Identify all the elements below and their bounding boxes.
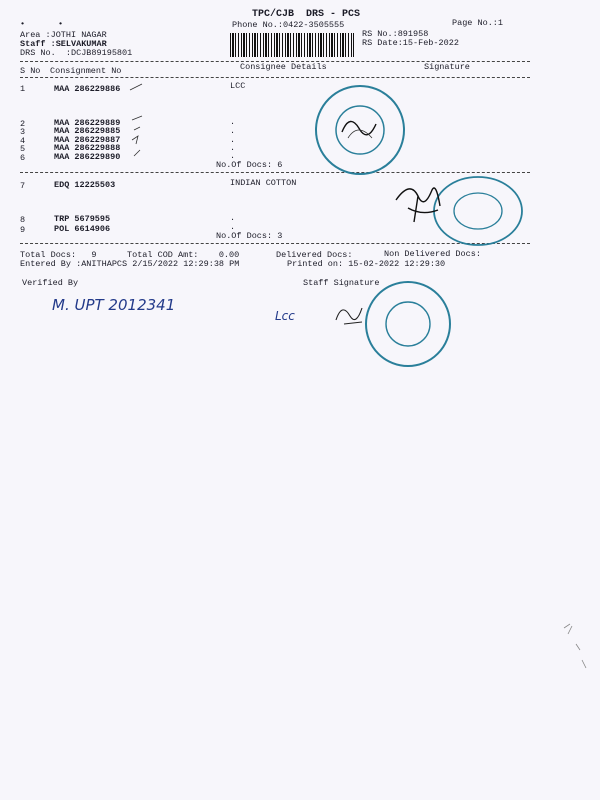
- row-consignment: MAA 286229889: [54, 118, 121, 128]
- total-cod: Total COD Amt: 0.00: [127, 250, 240, 260]
- row-consignment: MAA 286229885: [54, 126, 121, 136]
- col-consignment: Consignment No: [50, 66, 122, 76]
- verified-by: Verified By: [22, 278, 79, 288]
- row-consignment: MAA 286229890: [54, 152, 121, 162]
- doc-count: No.Of Docs: 6: [216, 160, 283, 170]
- area: Area :JOTHI NAGAR: [20, 30, 107, 40]
- rs-date: RS Date:15-Feb-2022: [362, 38, 459, 48]
- row-consignee: .: [230, 135, 236, 145]
- mark-dot: •: [20, 19, 26, 29]
- row-sno: 1: [20, 84, 26, 94]
- row-consignee: INDIAN COTTON: [230, 178, 297, 188]
- scan-mark: [560, 620, 590, 680]
- entered-by: Entered By :ANITHAPCS 2/15/2022 12:29:38 PM: [20, 259, 240, 269]
- row-consignee: LCC: [230, 81, 246, 91]
- staff-name: Staff :SELVAKUMAR: [20, 39, 107, 49]
- row-sno: 4: [20, 136, 26, 146]
- row-sno: 9: [20, 225, 26, 235]
- col-consignee: Consignee Details: [240, 62, 327, 72]
- signature-scribble: [388, 160, 448, 230]
- row-consignee: .: [230, 151, 236, 161]
- row-consignee: .: [230, 213, 236, 223]
- company-stamp-2: [360, 276, 456, 372]
- delivered-docs: Delivered Docs:: [276, 250, 353, 260]
- divider: [20, 172, 530, 173]
- row-sno: 8: [20, 215, 26, 225]
- row-consignment: POL 6614906: [54, 224, 111, 234]
- row-consignment: MAA 286229887: [54, 135, 121, 145]
- total-docs: Total Docs: 9: [20, 250, 97, 260]
- barcode: [230, 33, 354, 57]
- row-consignment: MAA 286229886: [54, 84, 121, 94]
- row-consignee: .: [230, 117, 236, 127]
- doc-count: No.Of Docs: 3: [216, 231, 283, 241]
- row-consignment: TRP 5679595: [54, 214, 111, 224]
- document-title: TPC/CJB DRS - PCS: [252, 9, 361, 20]
- row-consignee: .: [230, 126, 236, 136]
- row-consignee: .: [230, 143, 236, 153]
- non-delivered-docs: Non Delivered Docs:: [384, 249, 481, 259]
- row-consignment: EDQ 12225503: [54, 180, 116, 190]
- staff-signature-label: Staff Signature: [303, 278, 380, 288]
- printed-on: Printed on: 15-02-2022 12:29:30: [287, 259, 446, 269]
- row-sno: 3: [20, 127, 26, 137]
- drs-number: DRS No. :DCJB89195801: [20, 48, 133, 58]
- rs-number: RS No.:891958: [362, 29, 429, 39]
- handwritten-lcc-note: Lcc: [275, 309, 295, 323]
- row-consignee: .: [230, 222, 236, 232]
- col-sno: S No: [20, 66, 41, 76]
- row-sno: 7: [20, 181, 26, 191]
- row-sno: 5: [20, 144, 26, 154]
- handwritten-verified-note: M. UPT 2012341: [52, 296, 176, 314]
- phone-number: Phone No.:0422-3505555: [232, 20, 345, 30]
- row-sno: 2: [20, 119, 26, 129]
- col-signature: Signature: [424, 62, 470, 72]
- divider: [20, 77, 530, 78]
- row-sno: 6: [20, 153, 26, 163]
- check-marks: [128, 80, 148, 170]
- page-number: Page No.:1: [452, 18, 504, 28]
- mark-dot: •: [58, 19, 64, 29]
- row-consignment: MAA 286229888: [54, 143, 121, 153]
- staff-signature-scribble: [330, 294, 370, 334]
